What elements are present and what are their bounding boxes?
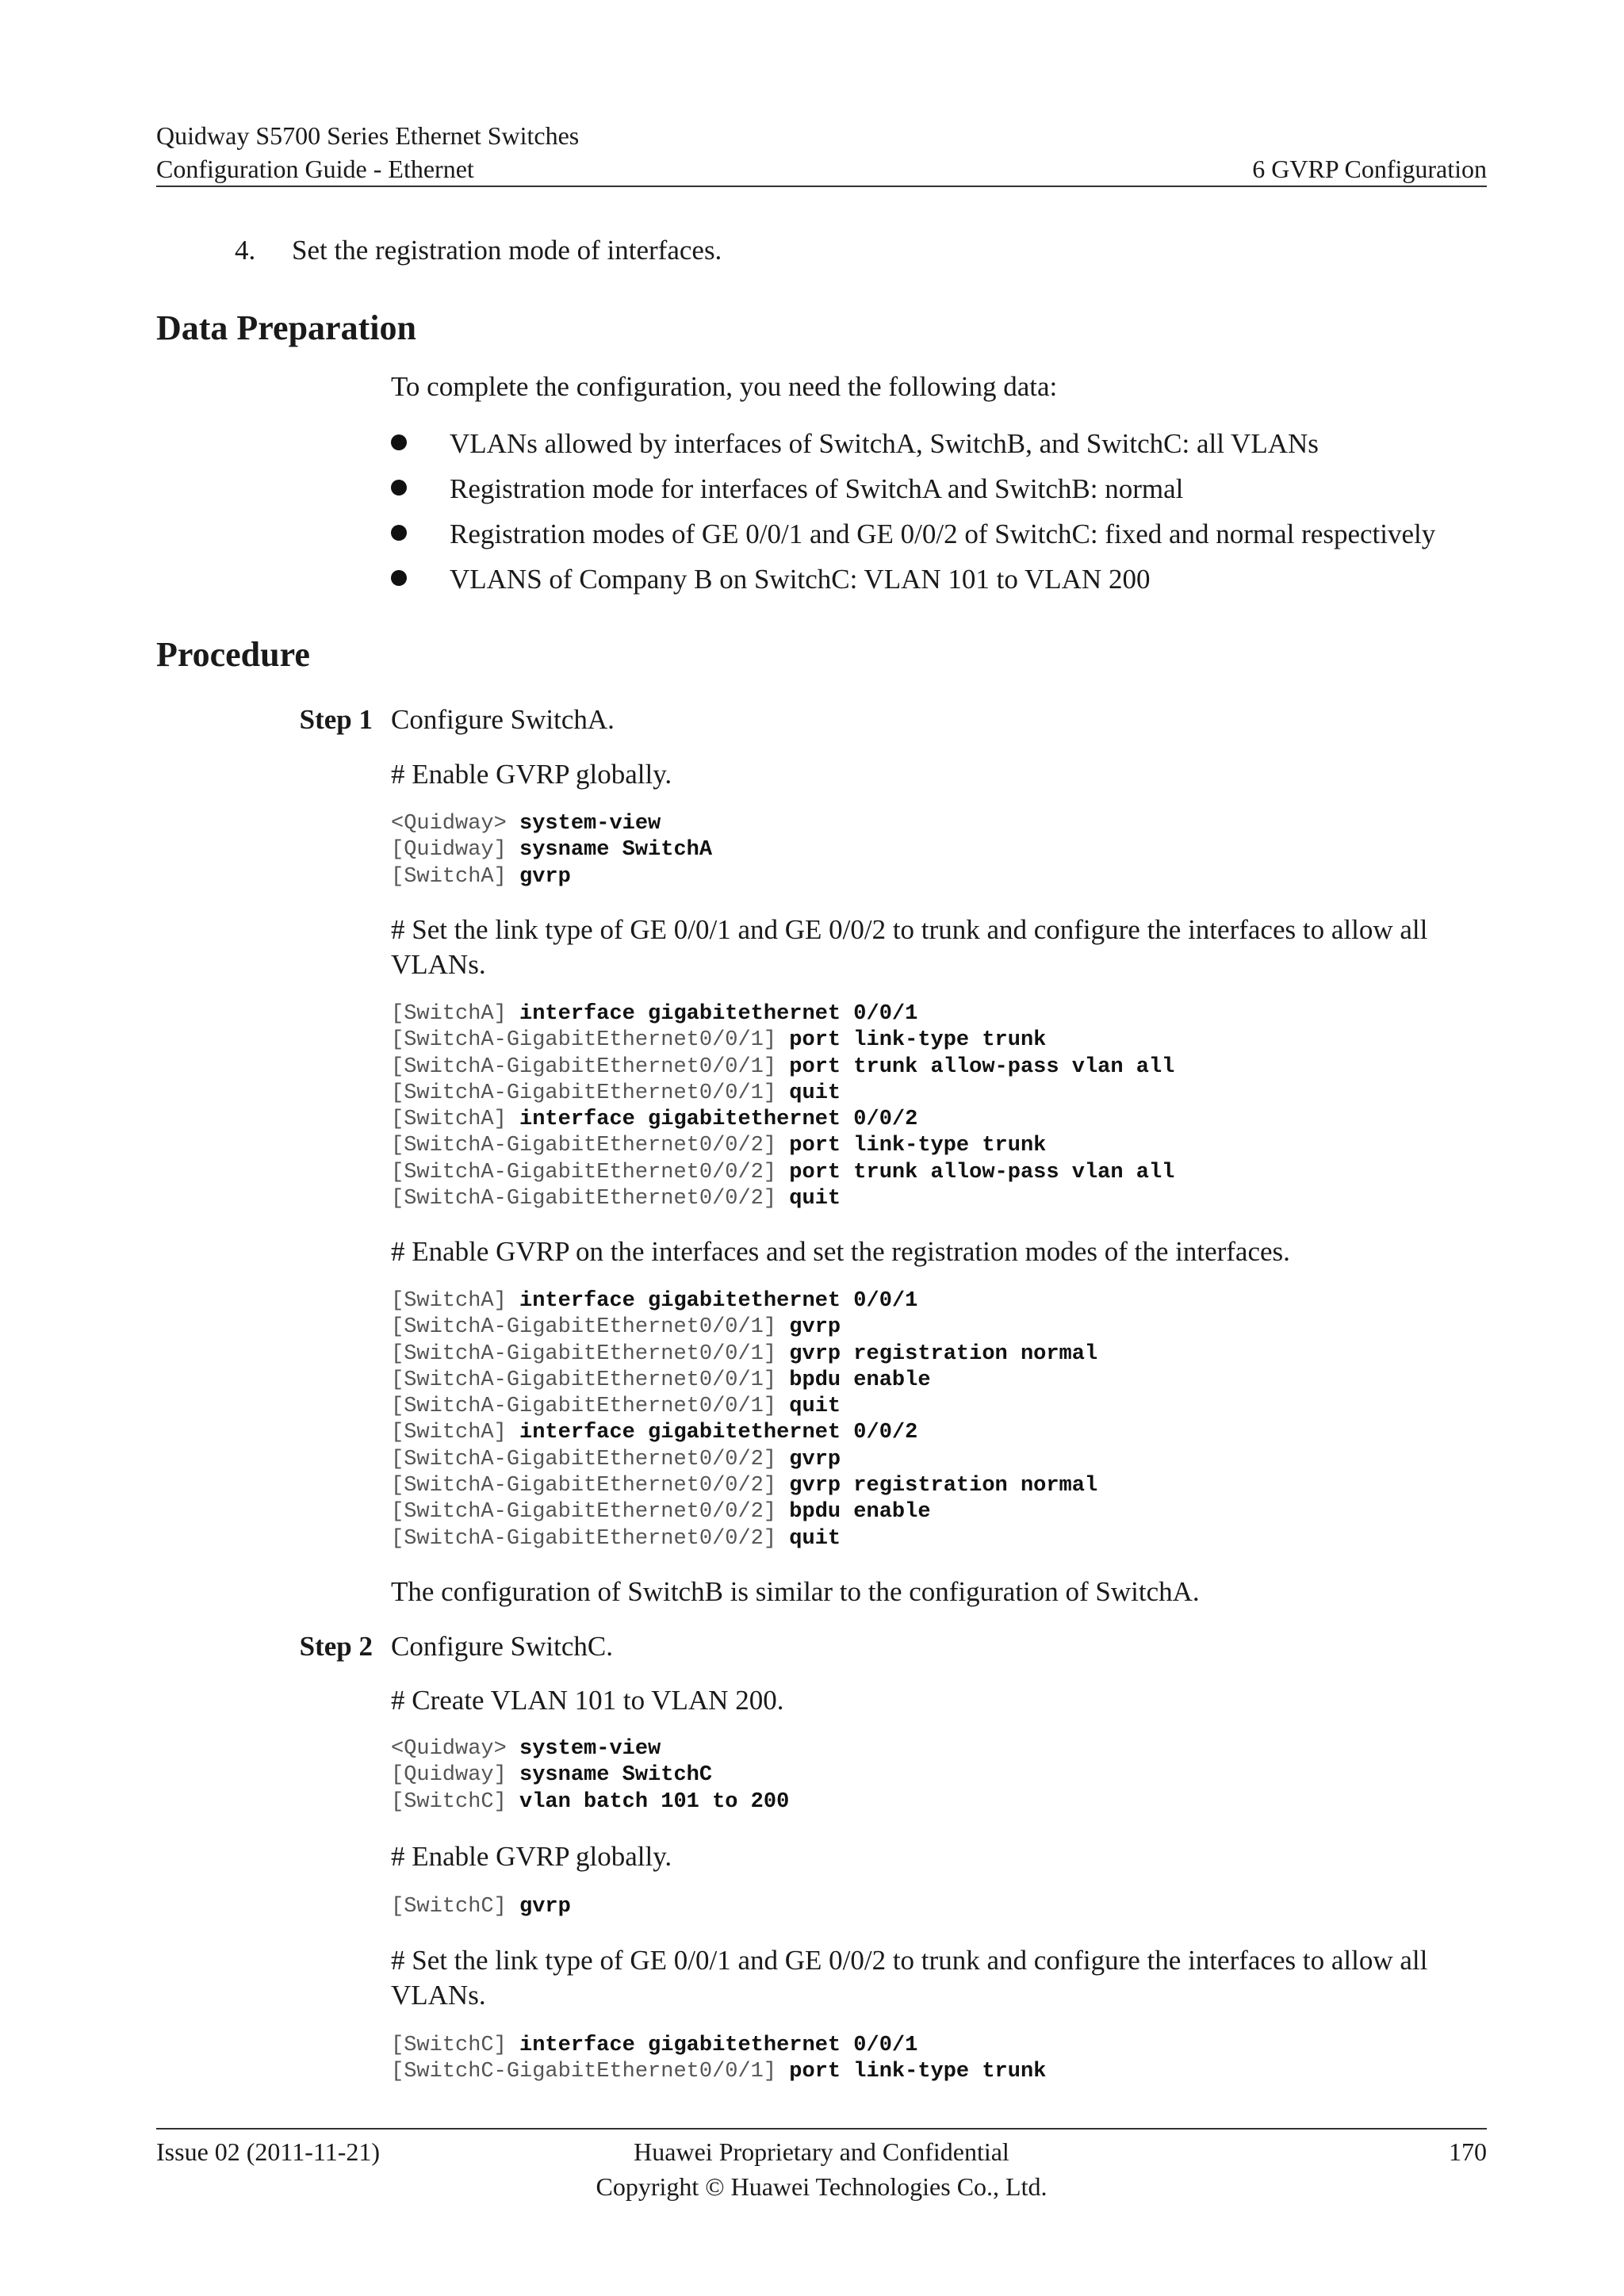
cli-prompt: [SwitchA-GigabitEthernet0/0/1] bbox=[391, 1341, 790, 1366]
list-number: 4. bbox=[235, 235, 256, 266]
step-1-note-enable-gvrp: # Enable GVRP globally. bbox=[391, 759, 672, 790]
bullet-text: Registration mode for interfaces of SwitchA and SwitchB: normal bbox=[450, 473, 1184, 504]
cli-prompt: [SwitchC] bbox=[391, 1895, 520, 1919]
cli-prompt: [SwitchA-GigabitEthernet0/0/2] bbox=[391, 1500, 790, 1525]
cli-prompt: [SwitchA-GigabitEthernet0/0/1] bbox=[391, 1368, 790, 1392]
cli-command: port trunk allow-pass vlan all bbox=[789, 1160, 1175, 1184]
bullet-text: VLANS of Company B on SwitchC: VLAN 101 to VLAN 200 bbox=[450, 564, 1151, 595]
cli-command: interface gigabitethernet 0/0/2 bbox=[519, 1421, 918, 1445]
cli-command: bpdu enable bbox=[789, 1500, 931, 1525]
cli-prompt: [SwitchA-GigabitEthernet0/0/1] bbox=[391, 1395, 790, 1419]
code-line bbox=[391, 1762, 789, 1789]
code-line bbox=[391, 1107, 1174, 1133]
code-block bbox=[391, 2033, 1046, 2086]
cli-prompt: <Quidway> bbox=[391, 812, 520, 836]
cli-prompt: [SwitchA-GigabitEthernet0/0/2] bbox=[391, 1447, 790, 1471]
list-item bbox=[391, 472, 1435, 517]
code-line bbox=[391, 1186, 1174, 1212]
cli-command: port link-type trunk bbox=[789, 2060, 1047, 2084]
cli-command: quit bbox=[789, 1526, 841, 1551]
data-preparation-intro: To complete the configuration, you need the following data: bbox=[391, 371, 1058, 402]
bullet-text: Registration modes of GE 0/0/1 and GE 0/0/2 of SwitchC: fixed and normal respectively bbox=[450, 519, 1436, 549]
cli-command: gvrp registration normal bbox=[789, 1474, 1098, 1498]
code-line bbox=[391, 1526, 1097, 1552]
footer-copyright bbox=[156, 2134, 1487, 2204]
code-line bbox=[391, 2059, 1046, 2085]
cli-prompt: [SwitchA-GigabitEthernet0/0/2] bbox=[391, 1474, 790, 1498]
cli-prompt: [SwitchA-GigabitEthernet0/0/2] bbox=[391, 1187, 790, 1211]
cli-prompt: [SwitchA] bbox=[391, 864, 520, 889]
bullet-icon bbox=[391, 525, 407, 541]
list-text: Set the registration mode of interfaces. bbox=[292, 235, 722, 266]
cli-prompt: [SwitchA-GigabitEthernet0/0/1] bbox=[391, 1028, 790, 1053]
cli-command: gvrp bbox=[789, 1447, 841, 1471]
cli-prompt: [SwitchA] bbox=[391, 1421, 520, 1445]
code-line bbox=[391, 1133, 1174, 1159]
code-line bbox=[391, 1314, 1097, 1341]
page-number: 170 bbox=[1449, 2137, 1487, 2166]
step-1-note-switchb: The configuration of SwitchB is similar to the configuration of SwitchA. bbox=[391, 1576, 1200, 1607]
step-2-label: Step 2 bbox=[299, 1631, 373, 1662]
footer-company: Copyright © Huawei Technologies Co., Ltd. bbox=[596, 2172, 1048, 2201]
header-chapter: 6 GVRP Configuration bbox=[1252, 155, 1487, 183]
bullet-icon bbox=[391, 434, 407, 450]
cli-command: quit bbox=[789, 1081, 841, 1105]
cli-command: vlan batch 101 to 200 bbox=[519, 1789, 790, 1814]
code-line bbox=[391, 1894, 571, 1920]
cli-prompt: [SwitchC] bbox=[391, 2034, 520, 2057]
list-item bbox=[391, 517, 1435, 562]
cli-command: system-view bbox=[519, 1737, 661, 1761]
cli-command: port link-type trunk bbox=[789, 1134, 1047, 1158]
code-line bbox=[391, 2033, 1046, 2059]
cli-prompt: [SwitchA-GigabitEthernet0/0/1] bbox=[391, 1315, 790, 1340]
code-block bbox=[391, 1736, 789, 1816]
code-line bbox=[391, 1027, 1174, 1054]
code-line bbox=[391, 837, 712, 863]
section-title-procedure: Procedure bbox=[156, 635, 310, 674]
step-2-title: Configure SwitchC. bbox=[391, 1631, 613, 1662]
step-1-title: Configure SwitchA. bbox=[391, 704, 615, 735]
code-line bbox=[391, 1394, 1097, 1420]
cli-command: interface gigabitethernet 0/0/1 bbox=[519, 1289, 918, 1313]
cli-command: sysname SwitchC bbox=[519, 1763, 713, 1788]
cli-prompt: [SwitchA] bbox=[391, 1108, 520, 1132]
code-block bbox=[391, 1288, 1097, 1552]
cli-prompt: [Quidway] bbox=[391, 1763, 520, 1788]
cli-command: gvrp registration normal bbox=[789, 1341, 1098, 1366]
cli-prompt: [SwitchA] bbox=[391, 1289, 520, 1313]
footer-issue: Issue 02 (2011-11-21) bbox=[156, 2137, 381, 2166]
code-line bbox=[391, 1789, 789, 1816]
cli-command: interface gigabitethernet 0/0/1 bbox=[519, 1002, 918, 1026]
cli-command: gvrp bbox=[519, 1895, 571, 1919]
cli-prompt: [SwitchC-GigabitEthernet0/0/1] bbox=[391, 2060, 790, 2084]
step-2-note-enable-gvrp: # Enable GVRP globally. bbox=[391, 1841, 672, 1872]
section-title-data-preparation: Data Preparation bbox=[156, 308, 416, 347]
code-block bbox=[391, 1894, 571, 1920]
cli-prompt: [SwitchA-GigabitEthernet0/0/2] bbox=[391, 1526, 790, 1551]
list-item bbox=[391, 562, 1435, 607]
intro-list-item bbox=[235, 233, 722, 268]
bullet-icon bbox=[391, 570, 407, 586]
code-line bbox=[391, 1447, 1097, 1473]
cli-prompt: [SwitchA-GigabitEthernet0/0/1] bbox=[391, 1054, 790, 1079]
code-block bbox=[391, 811, 712, 890]
cli-command: bpdu enable bbox=[789, 1368, 931, 1392]
page-header bbox=[156, 119, 1487, 186]
step-1-label: Step 1 bbox=[299, 704, 373, 735]
cli-prompt: [SwitchA-GigabitEthernet0/0/1] bbox=[391, 1081, 790, 1105]
cli-prompt: [SwitchC] bbox=[391, 1789, 520, 1814]
cli-command: quit bbox=[789, 1187, 841, 1211]
data-preparation-list bbox=[391, 427, 1435, 607]
step-1-note-link-type: # Set the link type of GE 0/0/1 and GE 0/0/2 to trunk and configure the interfaces to allow all VLANs. bbox=[391, 914, 1428, 980]
cli-command: system-view bbox=[519, 812, 661, 836]
code-line bbox=[391, 1420, 1097, 1446]
cli-prompt: [SwitchA] bbox=[391, 1002, 520, 1026]
header-divider bbox=[156, 186, 1487, 187]
cli-command: port trunk allow-pass vlan all bbox=[789, 1054, 1175, 1079]
code-line bbox=[391, 1499, 1097, 1525]
step-2-note-create-vlan: # Create VLAN 101 to VLAN 200. bbox=[391, 1685, 784, 1716]
code-line bbox=[391, 1288, 1097, 1314]
footer-divider bbox=[156, 2128, 1487, 2130]
code-line bbox=[391, 1160, 1174, 1186]
code-line bbox=[391, 1001, 1174, 1027]
code-line bbox=[391, 1081, 1174, 1107]
cli-prompt: [Quidway] bbox=[391, 838, 520, 863]
cli-prompt: [SwitchA-GigabitEthernet0/0/2] bbox=[391, 1134, 790, 1158]
cli-command: gvrp bbox=[519, 864, 571, 889]
cli-command: gvrp bbox=[789, 1315, 841, 1340]
cli-command: port link-type trunk bbox=[789, 1028, 1047, 1053]
bullet-icon bbox=[391, 480, 407, 496]
header-product: Quidway S5700 Series Ethernet Switches bbox=[156, 121, 580, 150]
header-guide: Configuration Guide - Ethernet bbox=[156, 155, 474, 183]
code-line bbox=[391, 1368, 1097, 1394]
footer-confidential: Huawei Proprietary and Confidential bbox=[634, 2137, 1009, 2166]
cli-command: quit bbox=[789, 1395, 841, 1419]
code-line bbox=[391, 864, 712, 890]
cli-command: interface gigabitethernet 0/0/1 bbox=[519, 2034, 918, 2057]
code-line bbox=[391, 1736, 789, 1762]
step-1-note-registration: # Enable GVRP on the interfaces and set the registration modes of the interfaces. bbox=[391, 1236, 1290, 1267]
code-line bbox=[391, 1054, 1174, 1081]
code-line bbox=[391, 1473, 1097, 1499]
list-item bbox=[391, 427, 1435, 472]
code-line bbox=[391, 1341, 1097, 1368]
code-line bbox=[391, 811, 712, 837]
cli-prompt: <Quidway> bbox=[391, 1737, 520, 1761]
step-2-note-link-type: # Set the link type of GE 0/0/1 and GE 0/0/2 to trunk and configure the interfaces to allow all VLANs. bbox=[391, 1945, 1428, 2011]
code-block bbox=[391, 1001, 1174, 1212]
cli-prompt: [SwitchA-GigabitEthernet0/0/2] bbox=[391, 1160, 790, 1184]
cli-command: sysname SwitchA bbox=[519, 838, 713, 863]
cli-command: interface gigabitethernet 0/0/2 bbox=[519, 1108, 918, 1132]
bullet-text: VLANs allowed by interfaces of SwitchA, SwitchB, and SwitchC: all VLANs bbox=[450, 428, 1319, 459]
